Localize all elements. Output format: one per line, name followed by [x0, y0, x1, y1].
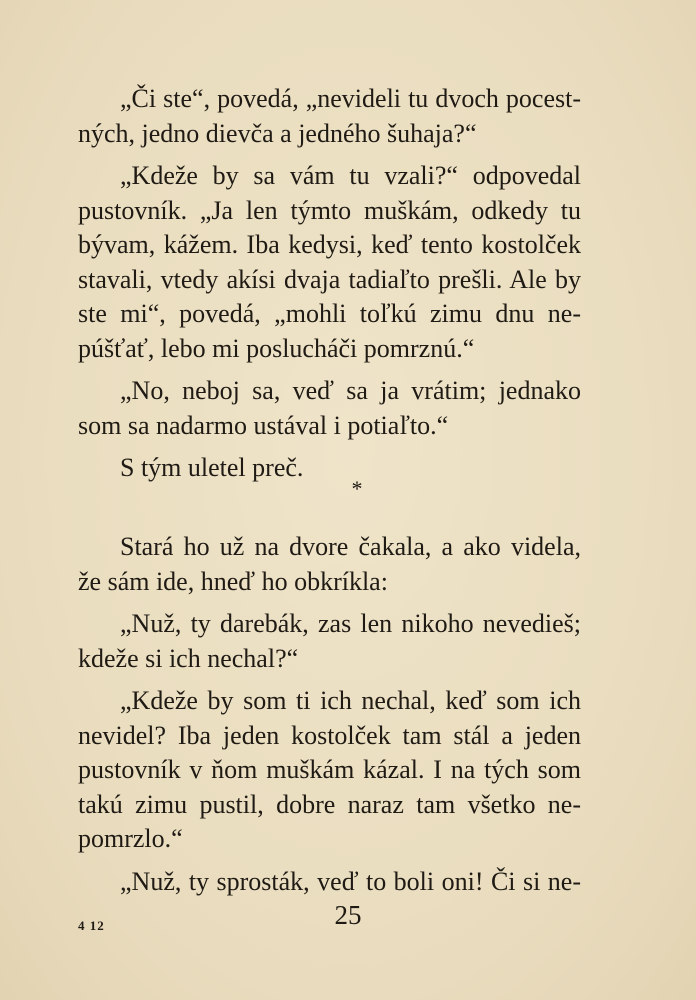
page-number: 25	[334, 900, 362, 930]
text-line: „No, neboj sa, veď sa ja vrátim; jednako	[120, 376, 581, 405]
text-line: „Či ste“, povedá, „nevideli tu dvoch pocest-	[120, 84, 581, 113]
text-line: bývam, kážem. Iba kedysi, keď tento kostolček	[78, 230, 581, 259]
text-line: pomrzlo.“	[78, 824, 183, 853]
text-line: S tým uletel preč.	[120, 453, 304, 482]
text-line: nevidel? Iba jeden kostolček tam stál a jeden	[78, 720, 581, 750]
text-line: „Nuž, ty sprosták, veď to boli oni! Či si ne-	[120, 866, 581, 896]
text-line: ných, jedno dievča a jedného šuhaja?“	[78, 118, 477, 148]
section-separator: *	[351, 476, 363, 501]
text-line: kdeže si ich nechal?“	[78, 643, 299, 673]
printer-signature: 4 12	[78, 918, 105, 933]
text-line: pustovník. „Ja len týmto muškám, odkedy tu	[78, 195, 581, 225]
text-line: „Kdeže by sa vám tu vzali?“ odpovedal	[120, 161, 581, 190]
text-line: „Kdeže by som ti ich nechal, keď som ich	[120, 686, 581, 715]
text-line: „Nuž, ty darebák, zas len nikoho nevedieš;	[120, 609, 581, 638]
text-line: že sám ide, hneď ho obkríkla:	[78, 566, 388, 596]
text-line: takú zimu pustil, dobre naraz tam všetko ne-	[78, 789, 581, 819]
text-block-top	[78, 82, 581, 486]
text-line: ste mi“, povedá, „mohli toľkú zimu dnu ne-	[78, 299, 581, 328]
text-line: stavali, vtedy akísi dvaja tadiaľto prešli. Ale by	[78, 264, 581, 294]
text-block-bottom	[78, 530, 581, 899]
text-line: pustovník v ňom muškám kázal. I na tých som	[78, 755, 581, 784]
text-line: Stará ho už na dvore čakala, a ako videla,	[120, 532, 581, 561]
text-line: som sa nadarmo ustával i potiaľto.“	[78, 410, 449, 440]
text-line: púšťať, lebo mi poslucháči pomrznú.“	[78, 333, 475, 363]
